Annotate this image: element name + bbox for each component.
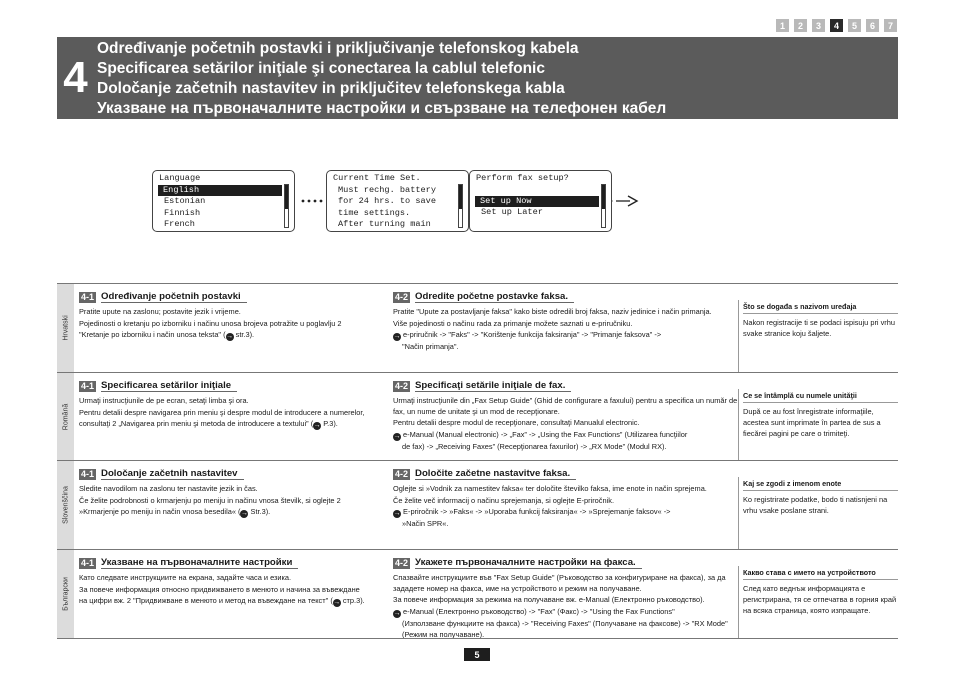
substep-title: Укажете първоначалните настройки на факса. <box>415 557 642 569</box>
reference-arrow-icon: → <box>226 333 234 341</box>
page-link-1[interactable]: 1 <box>776 19 789 32</box>
language-tab: Български <box>57 550 74 638</box>
info-note <box>738 566 898 638</box>
title-sl: Določanje začetnih nastavitev in priključitev telefonskega kabla <box>97 80 565 97</box>
substep-title: Specificarea setărilor iniţiale <box>101 380 237 392</box>
lcd-title: Perform fax setup? <box>476 173 569 183</box>
reference-arrow-icon: → <box>393 432 401 440</box>
info-note <box>738 477 898 549</box>
reference-arrow-icon: → <box>333 599 341 607</box>
substep-4-2: 4-2 Укажете първоначалните настройки на факса. Спазвайте инструкциите във "Fax Setup Guide" (Ръководство за конфигуриране на факса), за да зададете номер на факса, име на устройството и режим на получаване. За повече информация за режима на получаване вж. e-Manual (Електронно ръководство). → e-Manual (Електронно ръководство) -> "Fax" (Факс) -> "Using the Fax Functions" (Използване функциите на факса) -> "Receiving Faxes" (Получаване на факсове) -> "RX Mode" (Режим на получаване). <box>393 557 728 639</box>
reference-arrow-icon: → <box>313 422 321 430</box>
language-tab: Română <box>57 373 74 460</box>
substep-badge: 4-2 <box>395 291 409 302</box>
lcd-language-screen <box>152 170 295 232</box>
substep-badge: 4-1 <box>81 557 95 568</box>
substep-badge: 4-1 <box>81 291 95 302</box>
lcd-scrollbar <box>458 184 463 228</box>
lcd-item: Set up Later <box>481 207 543 217</box>
substep-4-1: 4-1 Določanje začetnih nastavitev Sledite navodilom na zaslonu ter nastavite jezik in čas. Če želite podrobnosti o krmarjenju po meniju in načinu vnosa številk, si oglejte 2 »Krmarjenje po meniju in način vnosa besedila« (→ Str.3). <box>79 468 341 518</box>
note-body: Ko registrirate podatke, bodo ti natisnjeni na vrhu vsake poslane strani. <box>743 495 888 515</box>
substep-4-1: 4-1 Указване на първоначалните настройки Като следвате инструкциите на екрана, задайте часа и езика. За повече информация относно придвижването в менюто и начина за въвеждане на цифри вж. 2 "Придвижване в менюто и метод на въвеждане на текст" (→ стр.3). <box>79 557 365 607</box>
title-ro: Specificarea setărilor iniţiale şi conectarea la cablul telefonic <box>97 60 545 77</box>
page-number: 5 <box>464 648 490 661</box>
substep-title: Odredite početne postavke faksa. <box>415 291 574 303</box>
reference-arrow-icon: → <box>240 510 248 518</box>
language-tab: Slovenščina <box>57 461 74 549</box>
info-note <box>738 300 898 372</box>
lcd-time-screen <box>326 170 469 232</box>
lcd-item: Estonian <box>164 196 206 206</box>
section-bg <box>57 549 898 638</box>
substep-title: Določite začetne nastavitve faksa. <box>415 468 576 480</box>
lcd-line: time settings. <box>338 207 411 218</box>
section-sl <box>57 460 898 549</box>
step-titles <box>97 39 666 119</box>
title-bg: Указване на първоначалните настройки и свързване на телефонен кабел <box>97 100 667 117</box>
substep-badge: 4-2 <box>395 468 409 479</box>
lcd-scrollbar <box>601 184 606 228</box>
substep-4-1: 4-1 Specificarea setărilor iniţiale Urmaţi instrucţiunile de pe ecran, setaţi limba şi ora. Pentru detalii despre navigarea prin meniu şi despre modul de introducere a numerelor, consultaţi 2 „Navigarea prin meniu şi metoda de introducere a textului” (→ P.3). <box>79 380 365 430</box>
lcd-item: Finnish <box>164 207 201 218</box>
lcd-item: French <box>164 219 195 229</box>
note-title: Какво става с името на устройството <box>743 568 898 580</box>
page-link-7[interactable]: 7 <box>884 19 897 32</box>
substep-badge: 4-2 <box>395 557 409 568</box>
lcd-fax-setup-screen <box>469 170 612 232</box>
substep-title: Указване на първоначалните настройки <box>101 557 298 569</box>
title-hr: Određivanje početnih postavki i priključivanje telefonskog kabela <box>97 40 579 57</box>
bottom-divider <box>57 638 898 639</box>
lcd-item-selected: English <box>158 185 282 197</box>
reference-arrow-icon: → <box>393 510 401 518</box>
note-title: Kaj se zgodi z imenom enote <box>743 479 898 491</box>
lcd-title: Current Time Set. <box>333 173 421 183</box>
substep-4-2: 4-2 Določite začetne nastavitve faksa. Oglejte si »Vodnik za namestitev faksa« ter določite številko faksa, ime enote in način sprejema. Če želite več informacij o načinu sprejemanja, si oglejte E-priročnik. → E-priročnik -> »Faks« -> »Uporaba funkcij faksiranja« -> »Sprejemanje faksov« -> »Način SPR«. <box>393 468 707 529</box>
note-title: Ce se întâmplă cu numele unităţii <box>743 391 898 403</box>
reference-arrow-icon: → <box>393 333 401 341</box>
page-link-6[interactable]: 6 <box>866 19 879 32</box>
substep-badge: 4-2 <box>395 380 409 391</box>
step-header <box>57 37 898 119</box>
reference-arrow-icon: → <box>393 609 401 617</box>
substep-badge: 4-1 <box>81 380 95 391</box>
page-link-3[interactable]: 3 <box>812 19 825 32</box>
note-body: След като веднъж информацията е регистрирана, тя се отпечатва в горния край на всяка страница, която изпращате. <box>743 584 897 615</box>
info-note <box>738 389 898 460</box>
substep-4-1: 4-1 Određivanje početnih postavki Pratite upute na zaslonu; postavite jezik i vrijeme. Pojedinosti o kretanju po izborniku i načinu unosa brojeva potražite u poglavlju 2 "Kretanje po izborniku i način unosa teksta" (→ str.3). <box>79 291 342 341</box>
note-body: După ce au fost înregistrate informaţiile, acestea sunt imprimate în partea de sus a fiecărei pagini pe care o trimiteţi. <box>743 407 881 438</box>
section-hr <box>57 283 898 372</box>
page-link-2[interactable]: 2 <box>794 19 807 32</box>
lcd-item-selected: Set up Now <box>475 196 599 208</box>
substep-title: Specificaţi setările iniţiale de fax. <box>415 380 571 392</box>
step-number: 4 <box>63 53 88 102</box>
lcd-line: Must rechg. battery <box>338 184 436 195</box>
page-link-5[interactable]: 5 <box>848 19 861 32</box>
substep-title: Određivanje početnih postavki <box>101 291 247 303</box>
page-navigation <box>776 19 897 32</box>
substep-4-2: 4-2 Odredite početne postavke faksa. Pratite "Upute za postavljanje faksa" kako biste odredili broj faksa, naziv jedinice i način primanja. Više pojedinosti o načinu rada za primanje možete saznati u e-priručniku. → e-priručnik -> "Faks" -> "Korištenje funkcija faksiranja" -> "Primanje faksova" -> "Način primanja". <box>393 291 712 352</box>
page-link-4-current[interactable]: 4 <box>830 19 843 32</box>
lcd-line: for 24 hrs. to save <box>338 196 436 206</box>
language-tab: Hrvatski <box>57 284 74 372</box>
note-title: Što se događa s nazivom uređaja <box>743 302 898 314</box>
section-ro <box>57 372 898 460</box>
substep-title: Določanje začetnih nastavitev <box>101 468 244 480</box>
lcd-scrollbar <box>284 184 289 228</box>
substep-4-2: 4-2 Specificaţi setările iniţiale de fax. Urmaţi instrucţiunile din „Fax Setup Guide” (Ghid de configurare a faxului) pentru a specifica un număr de fax, un nume de unitate şi un mod de recepţionare. Pentru detalii despre modul de recepţionare, consultaţi Manualul electronic. → e-Manual (Manual electronic) -> „Fax” -> „Using the Fax Functions” (Utilizarea funcţiilor de fax) -> „Receiving Faxes” (Recepţionarea faxurilor) -> „RX Mode” (Modul RX). <box>393 380 738 451</box>
lcd-title: Language <box>159 173 201 183</box>
substep-badge: 4-1 <box>81 468 95 479</box>
note-body: Nakon registracije ti se podaci ispisuju pri vrhu svake stranice koju šaljete. <box>743 318 895 338</box>
lcd-line: After turning main <box>338 219 431 229</box>
